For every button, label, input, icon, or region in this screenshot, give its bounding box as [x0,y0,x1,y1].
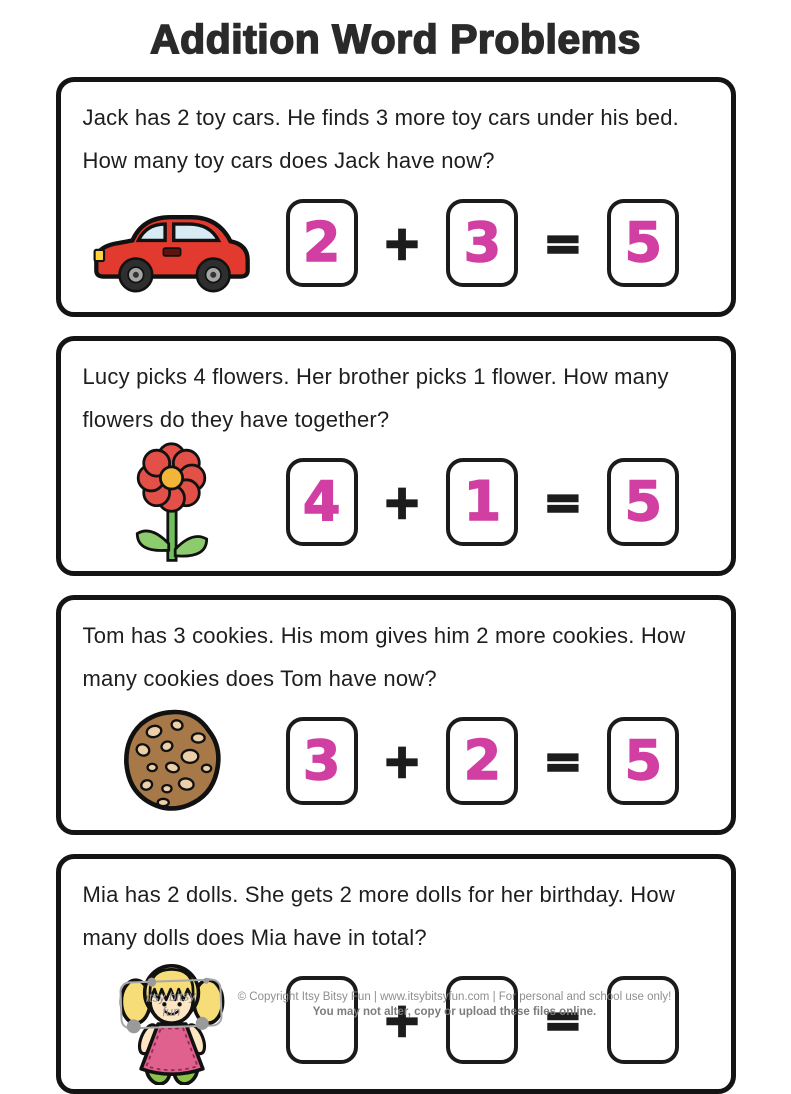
problem-card-4 [56,854,736,1094]
problem-4-text: Mia has 2 dolls. She gets 2 more dolls for her birthday. How many dolls does Mia have in total? [82,882,675,950]
problem-3-text: Tom has 3 cookies. His mom gives him 2 more cookies. How many cookies does Tom have now? [82,623,686,691]
problem-card-2 [56,336,736,576]
disclaimer-line: You may not alter, copy or upload these files online. [312,1005,597,1018]
problem-card-1 [56,77,736,317]
problem-2-text: Lucy picks 4 flowers. Her brother picks 1 flower. How many flowers do they have together? [82,364,669,432]
plus-sign: + [382,993,422,1047]
problem-1-equation-row [83,184,711,302]
equals-sign: = [543,216,583,270]
equals-sign: = [543,734,583,788]
problem-2-addend2-box[interactable] [446,458,518,546]
problem-2-sum: 5 [624,470,663,533]
toy-car-icon [86,191,258,295]
problem-1-addend2-box[interactable] [446,199,518,287]
toy-car-illustration [83,191,261,295]
footer-copy [238,991,672,1018]
plus-sign: + [382,475,422,529]
flower-illustration [83,440,261,565]
problem-1-sum: 5 [624,211,663,274]
problem-3-sum: 5 [624,729,663,792]
problem-card-3 [56,595,736,835]
logo-dot [126,1019,140,1033]
logo-text-line1: itsy bitsy [145,988,196,1005]
itsy-bitsy-fun-logo [119,978,223,1030]
plus-sign: + [382,216,422,270]
equals-sign: = [543,475,583,529]
problem-1-addend1-box[interactable] [286,199,358,287]
problem-2-equation [261,458,711,546]
footer [0,980,791,1028]
problem-2-sum-box[interactable] [607,458,679,546]
problem-2-addend1: 4 [302,470,341,533]
problem-2-addend1-box[interactable] [286,458,358,546]
problem-1-equation [261,199,711,287]
page-title: Addition Word Problems [150,16,641,62]
problem-3-equation-row [83,702,711,820]
logo-dot [195,1017,208,1030]
copyright-line: © Copyright Itsy Bitsy Fun | www.itsybitsyfun.com | For personal and school use only! [237,990,672,1003]
problem-1-sum-box[interactable] [607,199,679,287]
problem-3-addend1: 3 [302,729,341,792]
problem-3-equation [261,717,711,805]
problem-3-addend2: 2 [463,729,502,792]
problem-1-addend1: 2 [302,211,341,274]
problem-1-text: Jack has 2 toy cars. He finds 3 more toy cars under his bed. How many toy cars does Jack have now? [82,105,679,173]
cookie-icon [119,705,225,817]
problem-3-addend2-box[interactable] [446,717,518,805]
problem-3-sum-box[interactable] [607,717,679,805]
problem-2-equation-row [83,443,711,561]
problem-3-addend1-box[interactable] [286,717,358,805]
logo-text-line2: fun [161,1003,181,1020]
flower-icon [125,440,218,565]
logo-dot [147,978,156,987]
logo-dot [203,978,209,984]
equals-sign: = [543,993,583,1047]
plus-sign: + [382,734,422,788]
problem-2-addend2: 1 [463,470,502,533]
problem-1-addend2: 3 [463,211,502,274]
cookie-illustration [83,705,261,817]
